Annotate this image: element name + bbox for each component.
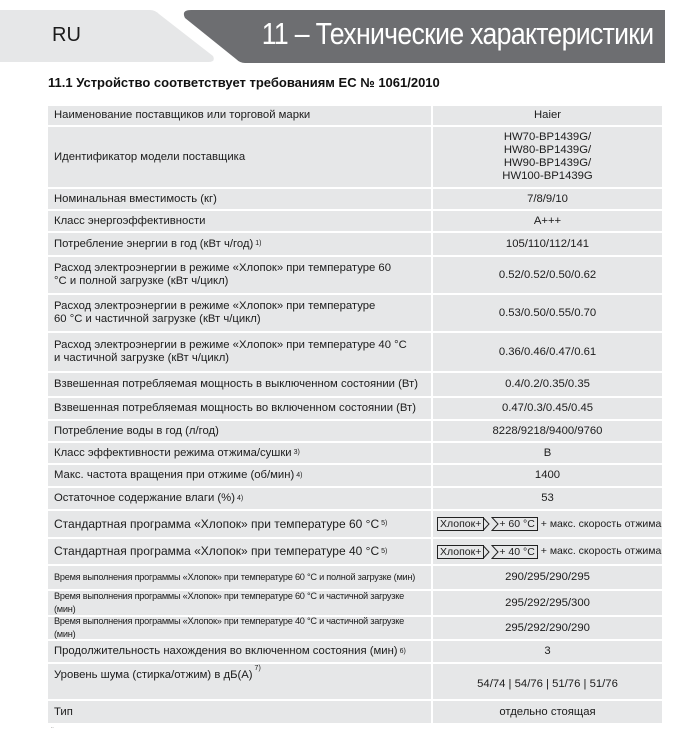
row-value: 1400	[433, 465, 662, 486]
row-value: 7/8/9/10	[433, 189, 662, 209]
chapter-title: 11 – Технические характеристики	[261, 16, 653, 51]
table-row	[48, 664, 662, 699]
row-value	[433, 127, 662, 187]
row-label: Остаточное содержание влаги (%) 4)	[48, 488, 431, 509]
table-row	[48, 127, 662, 187]
section-title: 11.1 Устройство соответствует требованиям ЕС № 1061/2010	[48, 75, 440, 90]
row-value: 105/110/112/141	[433, 233, 662, 255]
row-value: 0.4/0.2/0.35/0.35	[433, 373, 662, 396]
table-row	[48, 333, 662, 371]
program-suffix: + макс. скорость отжима	[540, 517, 662, 530]
row-value: отдельно стоящая	[433, 701, 662, 723]
model-id: HW90-BP1439G/	[503, 157, 592, 169]
table-row	[48, 189, 662, 209]
model-id: HW70-BP1439G/	[503, 131, 592, 143]
arrow-right-icon	[483, 517, 491, 531]
model-id: HW100-BP1439G	[502, 170, 593, 182]
row-label: Взвешенная потребляемая мощность во включенном состоянии (Вт)	[48, 398, 431, 419]
model-id: HW80-BP1439G/	[503, 144, 592, 156]
table-row	[48, 421, 662, 441]
row-value: 290/295/290/295	[433, 566, 662, 589]
row-value	[433, 539, 662, 564]
table-row	[48, 465, 662, 486]
table-row	[48, 295, 662, 331]
arrow-left-icon	[491, 517, 499, 531]
row-label: Расход электроэнергии в режиме «Хлопок» при температуре 40 °C и частичной загрузке (кВт ч/цикл)	[48, 333, 431, 371]
table-row	[48, 566, 662, 589]
row-label: Тип	[48, 701, 431, 723]
temperature-box: + 40 °C	[499, 545, 537, 559]
spec-table	[48, 106, 662, 725]
row-value: 0.36/0.46/0.47/0.61	[433, 333, 662, 371]
table-row	[48, 211, 662, 231]
row-label: Класс эффективности режима отжима/сушки 3)	[48, 443, 431, 463]
row-value: 3	[433, 641, 662, 662]
table-row	[48, 398, 662, 419]
row-label: Время выполнения программы «Хлопок» при температуре 60 °C и полной загрузке (мин)	[48, 566, 431, 589]
row-label: Время выполнения программы «Хлопок» при температуре 60 °C и частичной загрузке (мин)	[48, 591, 431, 615]
row-label: Наименование поставщиков или торговой марки	[48, 106, 431, 125]
table-row	[48, 617, 662, 639]
chapter-title-band	[183, 10, 665, 63]
row-label: Номинальная вместимость (кг)	[48, 189, 431, 209]
row-label: Продолжительность нахождения во включенном состояния (мин) 6)	[48, 641, 431, 662]
row-value: 8228/9218/9400/9760	[433, 421, 662, 441]
row-value: 295/292/290/290	[433, 617, 662, 639]
row-value: B	[433, 443, 662, 463]
row-label: Уровень шума (стирка/отжим) в дБ(А) 7)	[48, 664, 431, 699]
row-label: Стандартная программа «Хлопок» при температуре 60 °C 5)	[48, 511, 431, 537]
row-label: Взвешенная потребляемая мощность в выключенном состоянии (Вт)	[48, 373, 431, 396]
row-value	[433, 511, 662, 537]
program-label-box: Хлопок+	[437, 517, 484, 531]
row-value: 0.47/0.3/0.45/0.45	[433, 398, 662, 419]
row-value: 53	[433, 488, 662, 509]
row-label: Расход электроэнергии в режиме «Хлопок» при температуре 60 °C и частичной загрузке (кВт ч/цикл)	[48, 295, 431, 331]
table-row	[48, 443, 662, 463]
row-value: Haier	[433, 106, 662, 125]
language-label: RU	[52, 24, 81, 46]
page-header	[0, 0, 685, 70]
row-value: A+++	[433, 211, 662, 231]
table-row	[48, 106, 662, 125]
table-row	[48, 539, 662, 564]
arrow-left-icon	[491, 545, 499, 559]
row-value: 0.52/0.52/0.50/0.62	[433, 257, 662, 293]
row-label: Макс. частота вращения при отжиме (об/мин) 4)	[48, 465, 431, 486]
table-row	[48, 701, 662, 723]
table-row	[48, 257, 662, 293]
program-label-box: Хлопок+	[437, 545, 484, 559]
footnote-mark: ¨	[51, 726, 54, 735]
arrow-right-icon	[483, 545, 491, 559]
row-label: Класс энергоэффективности	[48, 211, 431, 231]
row-label: Время выполнения программы «Хлопок» при температуре 40 °C и частичной загрузке (мин)	[48, 617, 431, 639]
row-value: 54/74 | 54/76 | 51/76 | 51/76	[433, 664, 662, 699]
table-row	[48, 511, 662, 537]
table-row	[48, 373, 662, 396]
row-label: Потребление энергии в год (кВт ч/год) 1)	[48, 233, 431, 255]
row-label: Идентификатор модели поставщика	[48, 127, 431, 187]
table-row	[48, 641, 662, 662]
table-row	[48, 591, 662, 615]
row-label: Стандартная программа «Хлопок» при температуре 40 °C 5)	[48, 539, 431, 564]
temperature-box: + 60 °C	[499, 517, 537, 531]
row-label: Расход электроэнергии в режиме «Хлопок» при температуре 60 °C и полной загрузке (кВт ч/цикл)	[48, 257, 431, 293]
row-label: Потребление воды в год (л/год)	[48, 421, 431, 441]
table-row	[48, 488, 662, 509]
row-value: 295/292/295/300	[433, 591, 662, 615]
table-row	[48, 233, 662, 255]
program-suffix: + макс. скорость отжима	[540, 545, 662, 557]
row-value: 0.53/0.50/0.55/0.70	[433, 295, 662, 331]
